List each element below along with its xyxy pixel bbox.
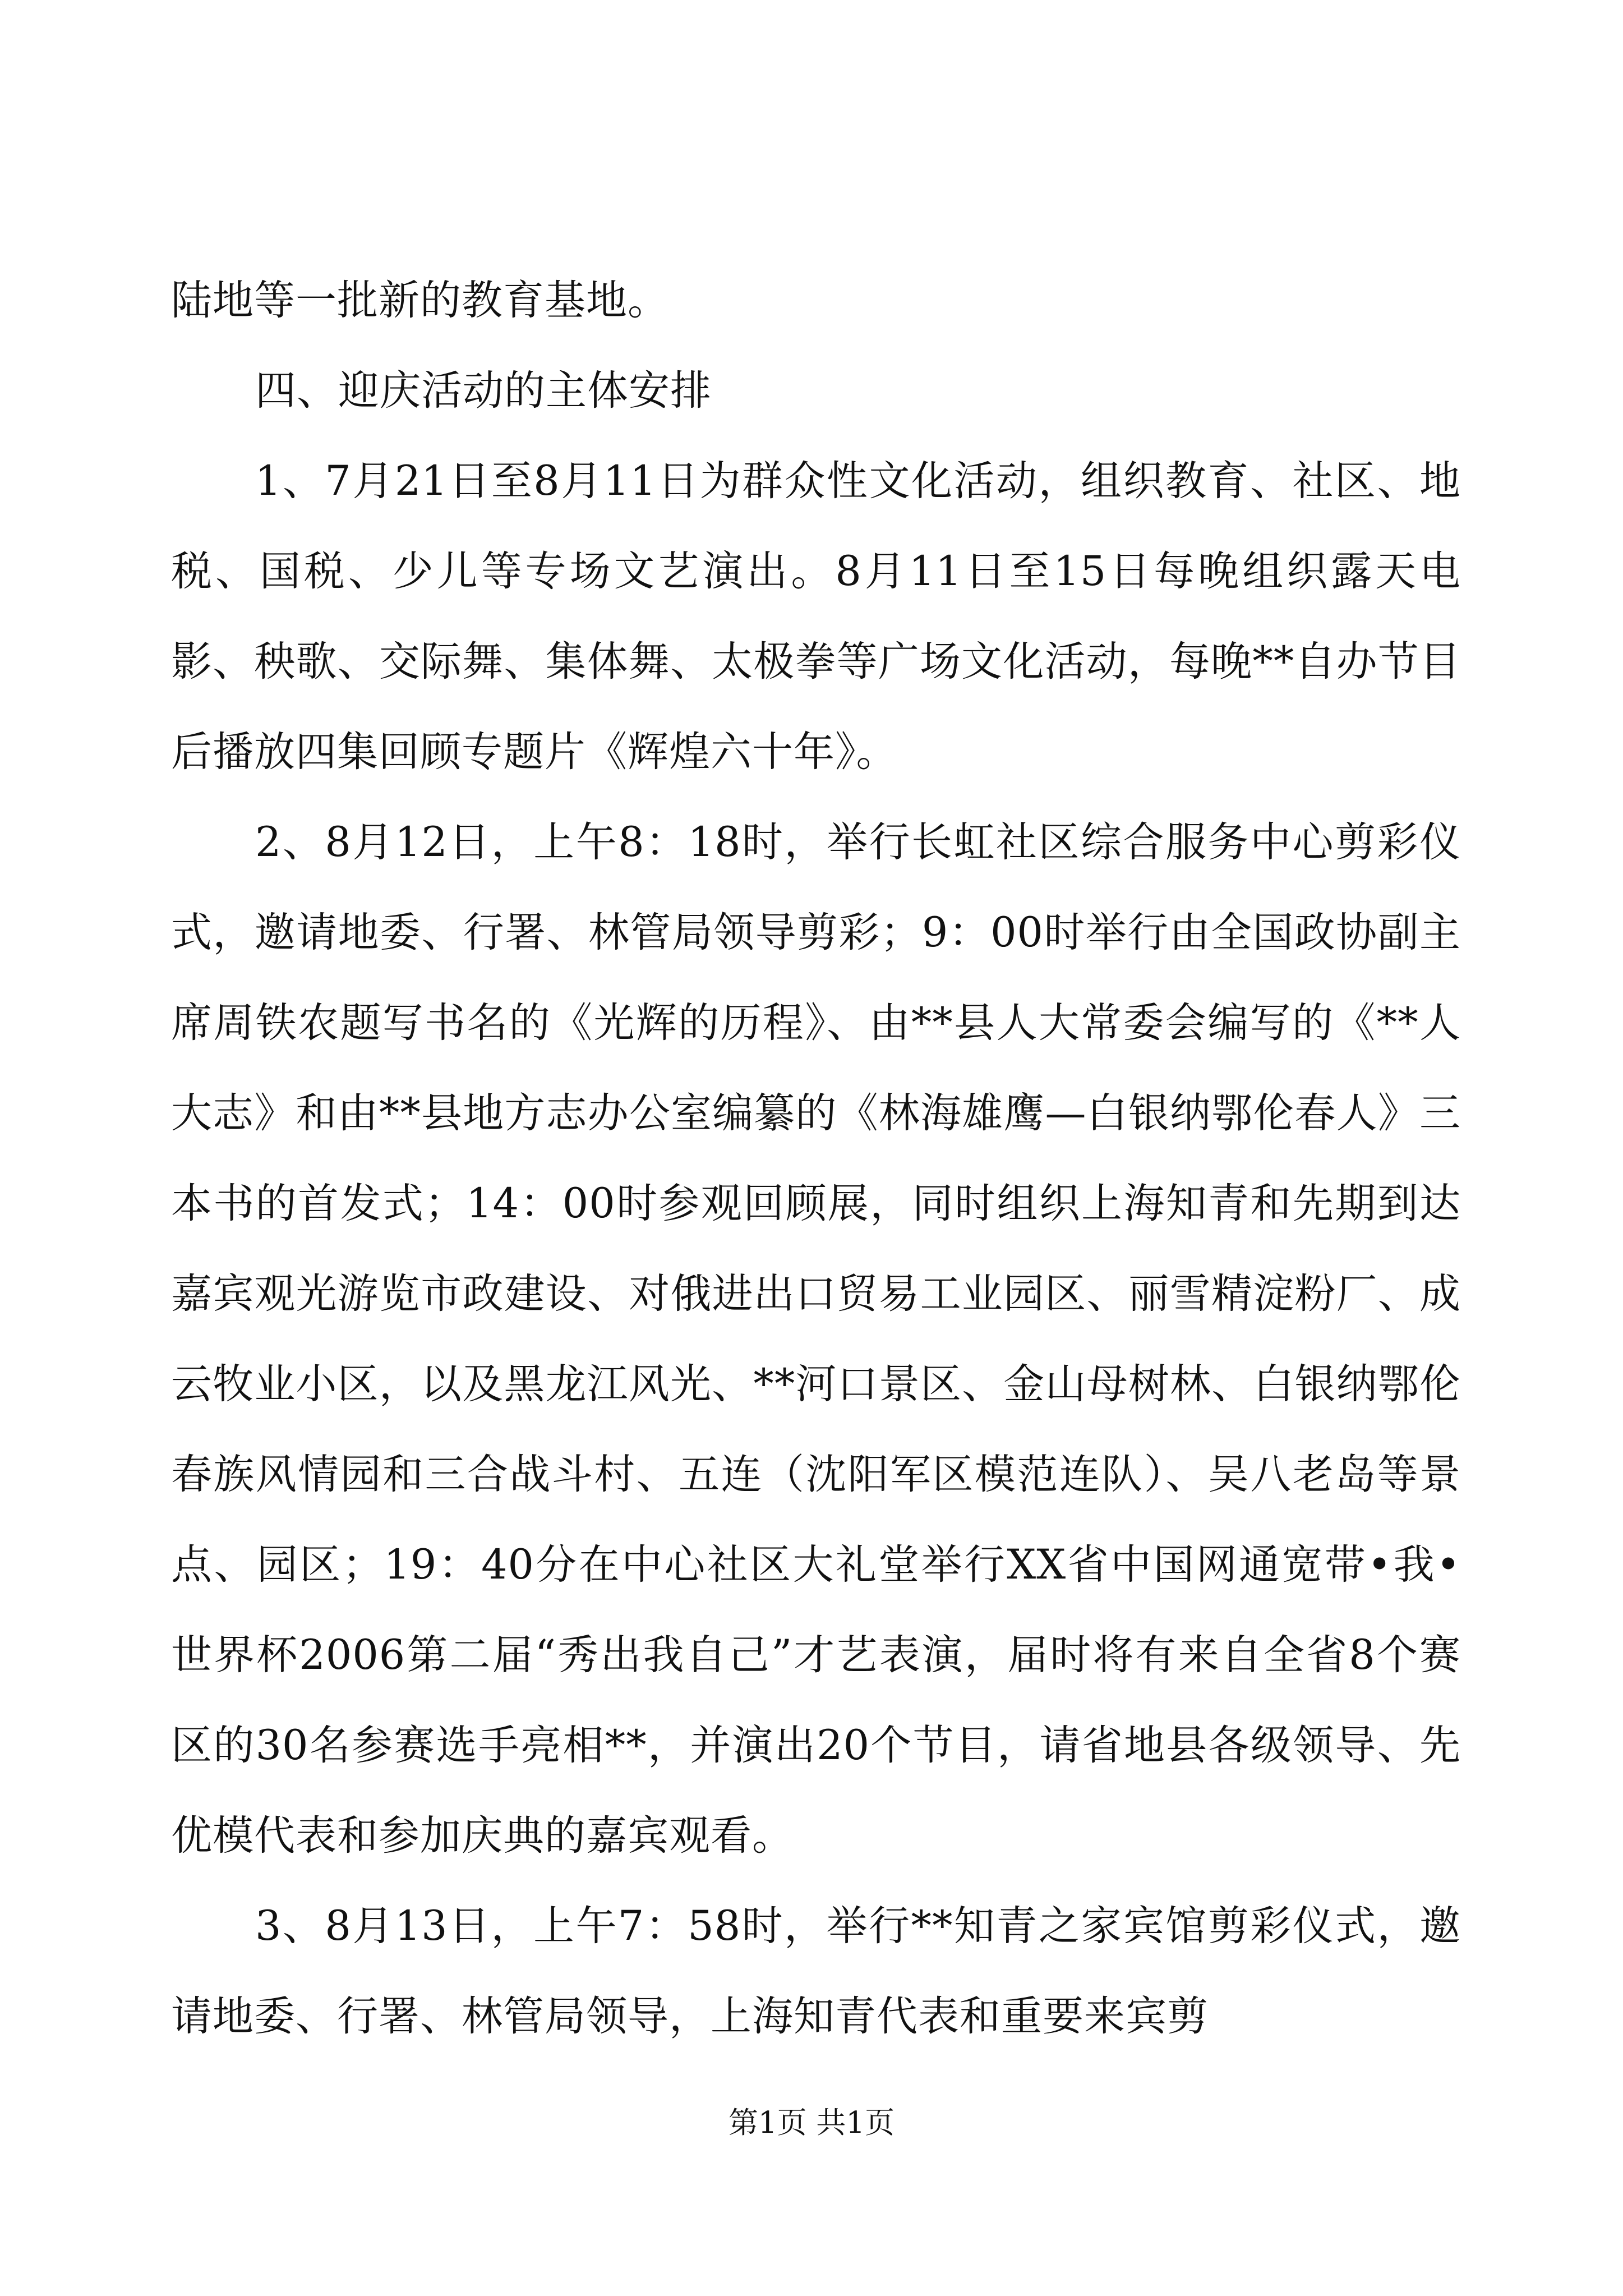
paragraph-continuation: 陆地等一批新的教育基地。 xyxy=(171,277,669,324)
section-heading: 四、迎庆活动的主体安排 xyxy=(255,367,712,415)
paragraph-item-2: 2、8月12日，上午8：18时，举行长虹社区综合服务中心剪彩仪式，邀请地委、行署、林管局领导剪彩；9：00时举行由全国政协副主席周铁农题写书名的《光辉的历程》、由**县人大常委会编写的《**人大志》和由**县地方志办公室编纂的《林海雄鹰—白银纳鄂伦春人》三本书的首发式；14：00时参观回顾展，同时组织上海知青和先期到达嘉宾观光游览市政建设、对俄进出口贸易工业园区、丽雪精淀粉厂、成云牧业小区，以及黑龙江风光、**河口景区、金山母树林、白银纳鄂伦春族风情园和三合战斗村、五连（沈阳军区模范连队）、吴八老岛等景点、园区；19：40分在中心社区大礼堂举行XX省中国网通宽带•我•世界杯2006第二届“秀出我自己”才艺表演，届时将有来自全省8个赛区的30名参赛选手亮相**，并演出20个节目，请省地县各级领导、先优模代表和参加庆典的嘉宾观看。 xyxy=(171,818,1461,1860)
page-footer: 第1页 共1页 xyxy=(728,2106,895,2140)
document-body xyxy=(171,255,1461,2062)
paragraph-item-3: 3、8月13日，上午7：58时，举行**知青之家宾馆剪彩仪式，邀请地委、行署、林管局领导，上海知青代表和重要来宾剪 xyxy=(171,1902,1461,2040)
paragraph-item-1: 1、7月21日至8月11日为群众性文化活动，组织教育、社区、地税、国税、少儿等专场文艺演出。8月11日至15日每晚组织露天电影、秧歌、交际舞、集体舞、太极拳等广场文化活动，每晚**自办节目后播放四集回顾专题片《辉煌六十年》。 xyxy=(171,457,1461,776)
